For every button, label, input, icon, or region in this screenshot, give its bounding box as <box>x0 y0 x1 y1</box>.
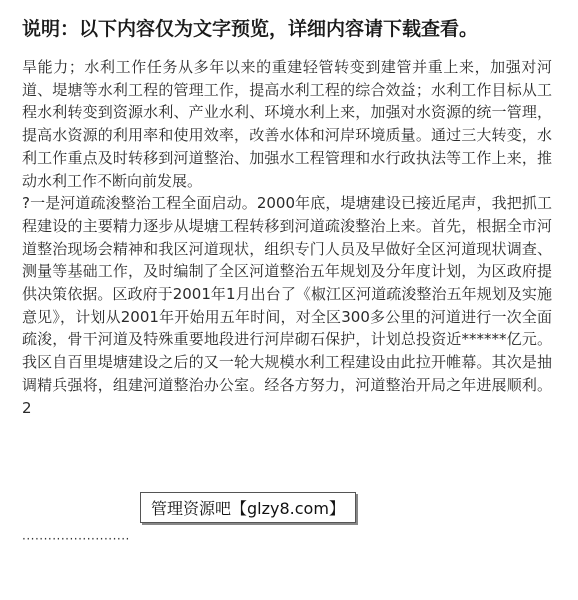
paragraph-2: ?一是河道疏浚整治工程全面启动。2000年底，堤塘建设已接近尾声，我把抓工程建设的主要精力逐步从堤塘工程转移到河道疏浚整治上来。首先，根据全市河道整治现场会精神和我区河道现状，组织专门人员及早做好全区河道现状调查、测量等基础工作，及时编制了全区河道整治五年规划及分年度计划，为区政府提供决策依据。区政府于2001年1月出台了《椒江区河道疏浚整治五年规划及实施意见》，计划从2001年开始用五年时间，对全区300多公里的河道进行一次全面疏浚，骨干河道及特殊重要地段进行河岸砌石保护，计划总投资近******亿元。我区自百里堤塘建设之后的又一轮大规模水利工程建设由此拉开帷幕。其次是抽调精兵强将，组建河道整治办公室。经各方努力，河道整治开局之年进展顺利。2 <box>22 194 552 417</box>
site-watermark: 管理资源吧【glzy8.com】 <box>140 492 356 523</box>
document-body <box>22 56 552 419</box>
truncation-ellipsis: ························· <box>22 532 130 546</box>
preview-notice: 说明：以下内容仅为文字预览，详细内容请下载查看。 <box>22 18 479 40</box>
paragraph-1: 旱能力；水利工作任务从多年以来的重建轻管转变到建管并重上来，加强对河道、堤塘等水利工程的管理工作，提高水利工程的综合效益；水利工作目标从工程水利转变到资源水利、产业水利、环境水利上来，加强对水资源的统一管理，提高水资源的利用率和使用效率，改善水体和河岸环境质量。通过三大转变，水利工作重点及时转移到河道整治、加强水工程管理和水行政执法等工作上来，推动水利工作不断向前发展。 <box>22 58 552 190</box>
